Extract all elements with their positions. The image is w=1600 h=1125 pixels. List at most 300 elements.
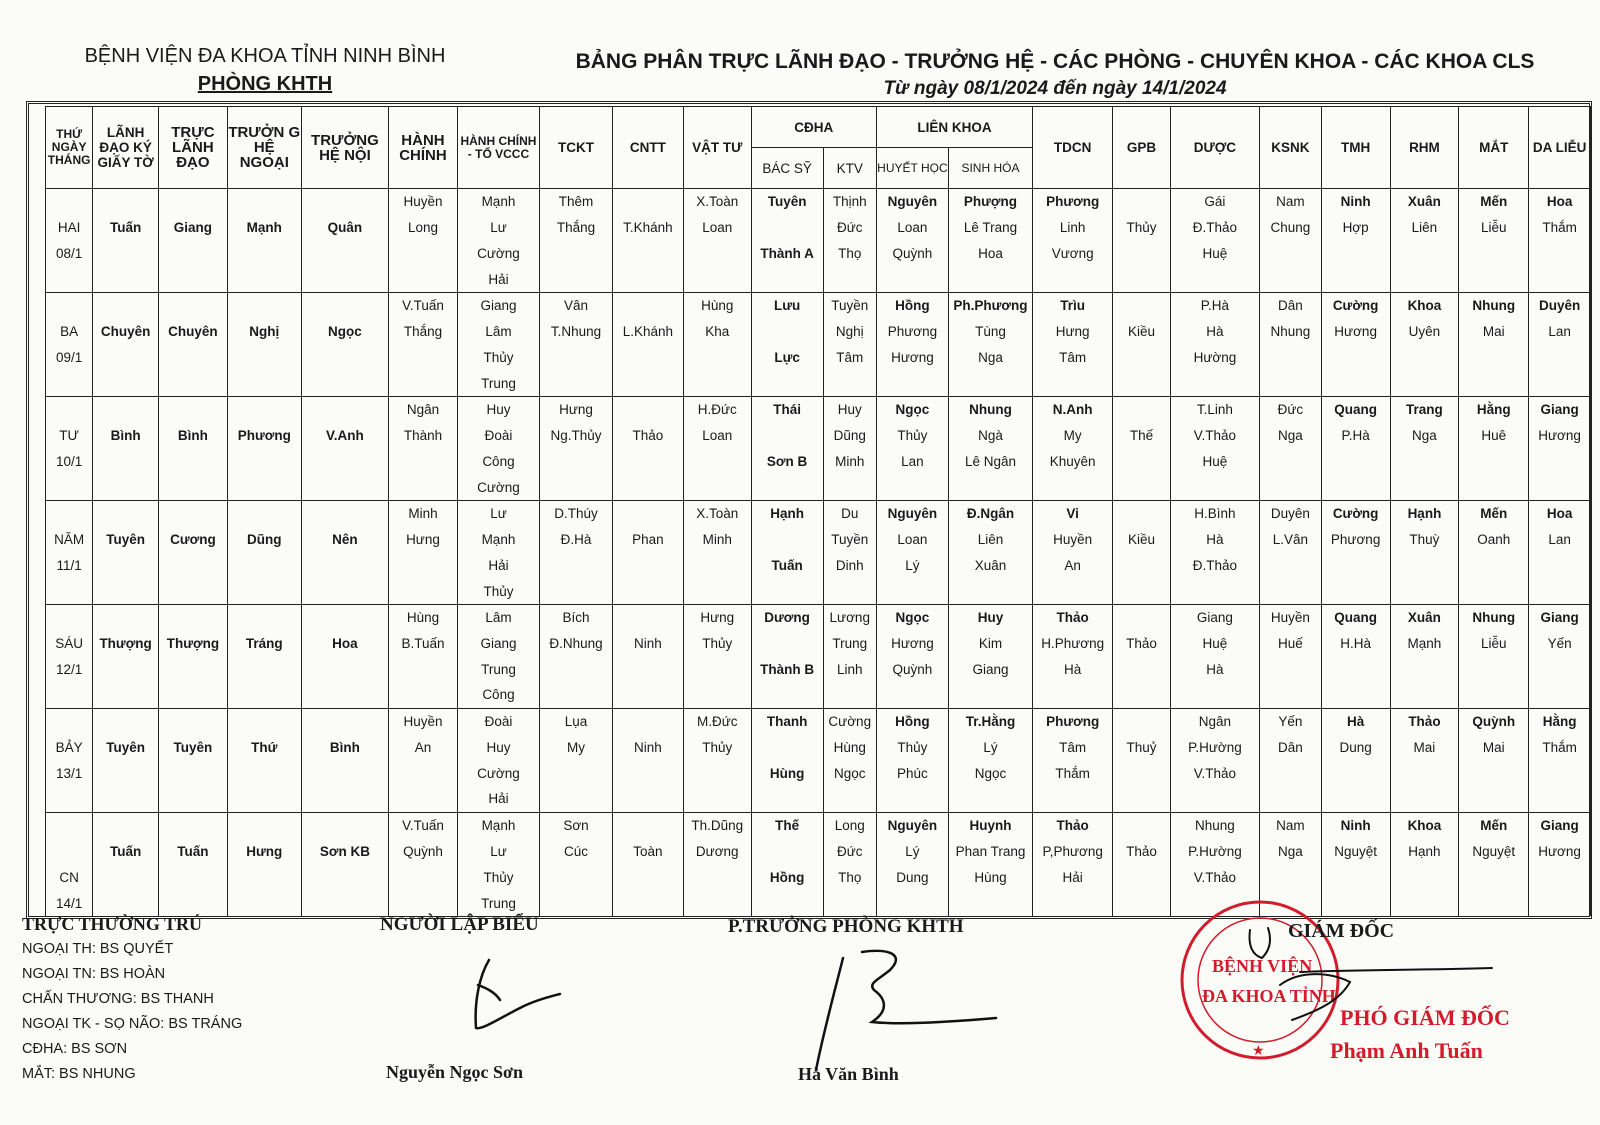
tckt-cell: Hưng xyxy=(540,396,613,422)
biochemistry-cell xyxy=(948,266,1032,292)
hematology-cell: Nguyên xyxy=(876,189,948,215)
surgery-head-cell: Dũng xyxy=(227,527,301,553)
dalieu-cell xyxy=(1529,370,1591,396)
hematology-cell xyxy=(876,786,948,812)
deputy-head-title: P.TRƯỞNG PHÒNG KHTH xyxy=(728,916,964,937)
gpb-cell xyxy=(1113,656,1171,682)
admin-cell: B.Tuấn xyxy=(389,631,458,657)
cdha-doctor-cell: Thành B xyxy=(751,656,823,682)
duoc-cell: Ngân xyxy=(1170,708,1259,734)
rhm-cell xyxy=(1390,890,1459,916)
cntt-cell xyxy=(612,604,683,630)
stamp-line-2: ĐA KHOA TỈNH xyxy=(1202,986,1336,1006)
table-row xyxy=(46,319,1591,345)
dalieu-cell xyxy=(1529,552,1591,578)
medicine-head-cell xyxy=(301,344,388,370)
duoc-cell: T.Linh xyxy=(1170,396,1259,422)
mat-cell: Nhung xyxy=(1459,292,1529,318)
duty-lead-cell xyxy=(158,370,227,396)
admin-cell: Huyền xyxy=(389,708,458,734)
tckt-cell xyxy=(540,552,613,578)
gpb-cell xyxy=(1113,344,1171,370)
date-range: Từ ngày 08/1/2024 đến ngày 14/1/2024 xyxy=(883,78,1227,99)
duoc-cell: P.Hường xyxy=(1170,735,1259,761)
vattu-cell: Loan xyxy=(683,423,751,449)
col-medicine-head: TRƯỞNG HỆ NỘI xyxy=(301,107,388,189)
cdha-doctor-cell: Thành A xyxy=(751,240,823,266)
col-lienkhoa: LIÊN KHOA xyxy=(876,107,1032,148)
medicine-head-cell xyxy=(301,656,388,682)
surgery-head-cell xyxy=(227,344,301,370)
table-row xyxy=(46,890,1591,916)
surgery-head-cell xyxy=(227,370,301,396)
surgery-head-cell xyxy=(227,786,301,812)
tmh-cell xyxy=(1321,578,1390,604)
hematology-cell: Quỳnh xyxy=(876,656,948,682)
medicine-head-cell xyxy=(301,448,388,474)
cdha-ktv-cell xyxy=(823,890,876,916)
duoc-cell: Đ.Thảo xyxy=(1170,552,1259,578)
admin-cell xyxy=(389,370,458,396)
cdha-ktv-cell xyxy=(823,370,876,396)
cntt-cell xyxy=(612,448,683,474)
director-title: GIÁM ĐỐC xyxy=(1288,920,1395,942)
duoc-cell: V.Thảo xyxy=(1170,760,1259,786)
hospital-name: BỆNH VIỆN ĐA KHOA TỈNH NINH BÌNH xyxy=(84,45,446,67)
col-dalieu: DA LIỄU xyxy=(1529,107,1591,189)
ksnk-cell: Chung xyxy=(1260,215,1322,241)
table-row xyxy=(46,448,1591,474)
ksnk-cell xyxy=(1260,656,1322,682)
cdha-doctor-cell xyxy=(751,631,823,657)
vattu-cell xyxy=(683,344,751,370)
table-row xyxy=(46,240,1591,266)
ksnk-cell: Nhung xyxy=(1260,319,1322,345)
dalieu-cell xyxy=(1529,474,1591,500)
dalieu-cell: Thắm xyxy=(1529,735,1591,761)
tckt-cell: Bích xyxy=(540,604,613,630)
rhm-cell: Mai xyxy=(1390,735,1459,761)
table-row xyxy=(46,215,1591,241)
tckt-cell xyxy=(540,240,613,266)
admin-cell xyxy=(389,890,458,916)
admin-vccc-cell: Lư xyxy=(457,215,539,241)
tdcn-cell: Khuyên xyxy=(1033,448,1113,474)
admin-vccc-cell: Cường xyxy=(457,240,539,266)
cntt-cell: Thảo xyxy=(612,423,683,449)
vattu-cell: Loan xyxy=(683,215,751,241)
medicine-head-cell xyxy=(301,786,388,812)
tmh-cell: Ninh xyxy=(1321,812,1390,838)
ksnk-cell: Dân xyxy=(1260,735,1322,761)
hematology-cell: Loan xyxy=(876,527,948,553)
cdha-doctor-cell xyxy=(751,423,823,449)
cdha-ktv-cell xyxy=(823,266,876,292)
rhm-cell xyxy=(1390,474,1459,500)
day-label: BA xyxy=(46,319,93,345)
biochemistry-cell: Huynh xyxy=(948,812,1032,838)
surgery-head-cell xyxy=(227,708,301,734)
cdha-doctor-cell xyxy=(751,839,823,865)
dalieu-cell xyxy=(1529,864,1591,890)
hematology-cell xyxy=(876,474,948,500)
table-row xyxy=(46,527,1591,553)
tckt-cell: Cúc xyxy=(540,839,613,865)
cdha-doctor-cell: Sơn B xyxy=(751,448,823,474)
cdha-doctor-cell xyxy=(751,370,823,396)
hematology-cell: Nguyên xyxy=(876,500,948,526)
biochemistry-cell: Ngọc xyxy=(948,760,1032,786)
vattu-cell xyxy=(683,552,751,578)
duoc-cell xyxy=(1170,682,1259,708)
resident-duty-line: MẮT: BS NHUNG xyxy=(22,1066,136,1082)
col-ksnk: KSNK xyxy=(1260,107,1322,189)
surgery-head-cell xyxy=(227,552,301,578)
duoc-cell xyxy=(1170,266,1259,292)
gpb-cell xyxy=(1113,189,1171,215)
admin-vccc-cell: Mạnh xyxy=(457,812,539,838)
department-name: PHÒNG KHTH xyxy=(197,73,333,95)
cdha-doctor-cell xyxy=(751,682,823,708)
tdcn-cell: Thảo xyxy=(1033,604,1113,630)
day-label: 11/1 xyxy=(46,552,93,578)
cntt-cell xyxy=(612,552,683,578)
vattu-cell xyxy=(683,656,751,682)
lead-sign-cell xyxy=(93,812,159,838)
cdha-doctor-cell: Hạnh xyxy=(751,500,823,526)
lead-sign-cell xyxy=(93,344,159,370)
ksnk-cell xyxy=(1260,760,1322,786)
admin-vccc-cell: Trung xyxy=(457,890,539,916)
rhm-cell: Xuân xyxy=(1390,604,1459,630)
table-row xyxy=(46,760,1591,786)
dalieu-cell xyxy=(1529,448,1591,474)
dalieu-cell: Yến xyxy=(1529,631,1591,657)
table-row xyxy=(46,656,1591,682)
cdha-ktv-cell: Thịnh xyxy=(823,189,876,215)
surgery-head-cell xyxy=(227,189,301,215)
mat-cell xyxy=(1459,240,1529,266)
rhm-cell xyxy=(1390,786,1459,812)
dalieu-cell: Hoa xyxy=(1529,500,1591,526)
rhm-cell: Nga xyxy=(1390,423,1459,449)
gpb-cell: Thảo xyxy=(1113,631,1171,657)
mat-cell xyxy=(1459,344,1529,370)
medicine-head-cell xyxy=(301,864,388,890)
dalieu-cell: Hương xyxy=(1529,423,1591,449)
hematology-cell: Lan xyxy=(876,448,948,474)
rhm-cell xyxy=(1390,344,1459,370)
rhm-cell: Uyên xyxy=(1390,319,1459,345)
hematology-cell: Thủy xyxy=(876,423,948,449)
duty-lead-cell: Tuyên xyxy=(158,735,227,761)
lead-sign-cell xyxy=(93,189,159,215)
tdcn-cell: Hải xyxy=(1033,864,1113,890)
admin-cell xyxy=(389,266,458,292)
cntt-cell: Toàn xyxy=(612,839,683,865)
surgery-head-cell xyxy=(227,474,301,500)
tckt-cell xyxy=(540,760,613,786)
admin-vccc-cell: Hải xyxy=(457,266,539,292)
day-label xyxy=(46,604,93,630)
dalieu-cell xyxy=(1529,344,1591,370)
tmh-cell: Quang xyxy=(1321,604,1390,630)
cntt-cell xyxy=(612,266,683,292)
admin-vccc-cell: Lâm xyxy=(457,319,539,345)
tdcn-cell: Tâm xyxy=(1033,344,1113,370)
gpb-cell xyxy=(1113,240,1171,266)
duoc-cell: Huệ xyxy=(1170,631,1259,657)
tdcn-cell: Tâm xyxy=(1033,735,1113,761)
tmh-cell xyxy=(1321,890,1390,916)
ksnk-cell: Yến xyxy=(1260,708,1322,734)
duty-lead-cell xyxy=(158,578,227,604)
cdha-doctor-cell: Thế xyxy=(751,812,823,838)
dalieu-cell xyxy=(1529,786,1591,812)
ksnk-cell xyxy=(1260,786,1322,812)
medicine-head-cell: Quân xyxy=(301,215,388,241)
tdcn-cell: N.Anh xyxy=(1033,396,1113,422)
rhm-cell: Thảo xyxy=(1390,708,1459,734)
ksnk-cell xyxy=(1260,552,1322,578)
cdha-ktv-cell: Thọ xyxy=(823,864,876,890)
ksnk-cell: Nga xyxy=(1260,423,1322,449)
admin-vccc-cell: Giang xyxy=(457,631,539,657)
dalieu-cell: Giang xyxy=(1529,604,1591,630)
rhm-cell xyxy=(1390,682,1459,708)
tmh-cell xyxy=(1321,240,1390,266)
biochemistry-cell: Phan Trang xyxy=(948,839,1032,865)
cdha-ktv-cell: Du xyxy=(823,500,876,526)
hematology-cell xyxy=(876,266,948,292)
tmh-cell xyxy=(1321,682,1390,708)
resident-duty-line: CĐHA: BS SƠN xyxy=(22,1041,128,1057)
col-tckt: TCKT xyxy=(540,107,613,189)
tdcn-cell xyxy=(1033,578,1113,604)
biochemistry-cell xyxy=(948,786,1032,812)
ksnk-cell xyxy=(1260,344,1322,370)
cdha-doctor-cell: Tuyên xyxy=(751,189,823,215)
col-day: THỨ NGÀY THÁNG xyxy=(46,107,93,189)
tmh-cell: Phương xyxy=(1321,527,1390,553)
rhm-cell xyxy=(1390,864,1459,890)
mat-cell xyxy=(1459,786,1529,812)
col-mat: MẮT xyxy=(1459,107,1529,189)
tckt-cell: Thêm xyxy=(540,189,613,215)
admin-cell xyxy=(389,448,458,474)
duoc-cell: Hà xyxy=(1170,527,1259,553)
admin-cell: An xyxy=(389,735,458,761)
gpb-cell: Thảo xyxy=(1113,839,1171,865)
lead-sign-cell xyxy=(93,240,159,266)
cntt-cell xyxy=(612,292,683,318)
duty-lead-cell xyxy=(158,448,227,474)
surgery-head-cell xyxy=(227,682,301,708)
table-row xyxy=(46,864,1591,890)
duty-lead-cell xyxy=(158,760,227,786)
day-label: SÁU xyxy=(46,631,93,657)
cntt-cell xyxy=(612,474,683,500)
gpb-cell xyxy=(1113,760,1171,786)
cntt-cell xyxy=(612,682,683,708)
cdha-ktv-cell: Dũng xyxy=(823,423,876,449)
admin-cell xyxy=(389,474,458,500)
duoc-cell: Hà xyxy=(1170,656,1259,682)
cdha-ktv-cell xyxy=(823,786,876,812)
rhm-cell: Hạnh xyxy=(1390,500,1459,526)
hematology-cell: Hồng xyxy=(876,708,948,734)
gpb-cell xyxy=(1113,448,1171,474)
surgery-head-cell xyxy=(227,292,301,318)
cntt-cell xyxy=(612,370,683,396)
mat-cell: Mến xyxy=(1459,189,1529,215)
admin-cell: Thắng xyxy=(389,319,458,345)
admin-vccc-cell: Cường xyxy=(457,760,539,786)
tmh-cell: Hà xyxy=(1321,708,1390,734)
day-label: 14/1 xyxy=(46,890,93,916)
gpb-cell xyxy=(1113,578,1171,604)
lead-sign-cell: Chuyên xyxy=(93,319,159,345)
lead-sign-cell xyxy=(93,370,159,396)
tmh-cell: Cường xyxy=(1321,292,1390,318)
cntt-cell: Ninh xyxy=(612,735,683,761)
table-row xyxy=(46,344,1591,370)
lead-sign-cell xyxy=(93,396,159,422)
tmh-cell xyxy=(1321,370,1390,396)
duty-lead-cell xyxy=(158,812,227,838)
tdcn-cell xyxy=(1033,474,1113,500)
tmh-cell: Cường xyxy=(1321,500,1390,526)
tdcn-cell xyxy=(1033,890,1113,916)
col-gpb: GPB xyxy=(1113,107,1171,189)
biochemistry-cell: Đ.Ngân xyxy=(948,500,1032,526)
tdcn-cell: Linh xyxy=(1033,215,1113,241)
cdha-ktv-cell: Hùng xyxy=(823,735,876,761)
day-label xyxy=(46,292,93,318)
day-label xyxy=(46,839,93,865)
mat-cell: Liễu xyxy=(1459,631,1529,657)
tmh-cell: H.Hà xyxy=(1321,631,1390,657)
cdha-doctor-cell xyxy=(751,527,823,553)
surgery-head-cell xyxy=(227,500,301,526)
cdha-doctor-cell: Thái xyxy=(751,396,823,422)
duoc-cell xyxy=(1170,370,1259,396)
mat-cell xyxy=(1459,760,1529,786)
tdcn-cell: My xyxy=(1033,423,1113,449)
medicine-head-cell xyxy=(301,760,388,786)
deputy-head-name: Hà Văn Bình xyxy=(798,1064,899,1084)
admin-cell: Hưng xyxy=(389,527,458,553)
tmh-cell xyxy=(1321,656,1390,682)
cdha-doctor-cell xyxy=(751,215,823,241)
resident-duty-line: NGOẠI TN: BS HOÀN xyxy=(22,966,166,982)
tckt-cell: D.Thúy xyxy=(540,500,613,526)
tmh-cell: Nguyệt xyxy=(1321,839,1390,865)
medicine-head-cell xyxy=(301,604,388,630)
day-label xyxy=(46,396,93,422)
cntt-cell: T.Khánh xyxy=(612,215,683,241)
ksnk-cell xyxy=(1260,682,1322,708)
tckt-cell xyxy=(540,786,613,812)
mat-cell xyxy=(1459,370,1529,396)
col-lead-sign: LÃNH ĐẠO KÝ GIẤY TỜ xyxy=(93,107,159,189)
cntt-cell xyxy=(612,760,683,786)
admin-cell xyxy=(389,240,458,266)
ksnk-cell: Huyền xyxy=(1260,604,1322,630)
deputy-director-title: PHÓ GIÁM ĐỐC xyxy=(1340,1005,1510,1030)
duty-lead-cell xyxy=(158,344,227,370)
vattu-cell xyxy=(683,890,751,916)
gpb-cell: Thế xyxy=(1113,423,1171,449)
table-row xyxy=(46,812,1591,838)
mat-cell xyxy=(1459,890,1529,916)
day-label xyxy=(46,786,93,812)
col-tdcn: TDCN xyxy=(1033,107,1113,189)
surgery-head-cell: Nghị xyxy=(227,319,301,345)
medicine-head-cell xyxy=(301,708,388,734)
rhm-cell xyxy=(1390,370,1459,396)
cntt-cell xyxy=(612,500,683,526)
cdha-doctor-cell: Dương xyxy=(751,604,823,630)
duoc-cell: Giang xyxy=(1170,604,1259,630)
gpb-cell: Kiều xyxy=(1113,527,1171,553)
duty-schedule-table xyxy=(45,106,1591,916)
dalieu-cell: Hương xyxy=(1529,839,1591,865)
cdha-ktv-cell: Tâm xyxy=(823,344,876,370)
rhm-cell: Mạnh xyxy=(1390,631,1459,657)
lead-sign-cell xyxy=(93,552,159,578)
hematology-cell: Lý xyxy=(876,552,948,578)
tckt-cell xyxy=(540,864,613,890)
duoc-cell: P.Hà xyxy=(1170,292,1259,318)
duoc-cell: Hường xyxy=(1170,344,1259,370)
medicine-head-cell xyxy=(301,396,388,422)
admin-cell: Ngân xyxy=(389,396,458,422)
dalieu-cell: Giang xyxy=(1529,396,1591,422)
rhm-cell xyxy=(1390,552,1459,578)
schedule-body xyxy=(46,189,1591,917)
biochemistry-cell: Nhung xyxy=(948,396,1032,422)
cdha-doctor-cell xyxy=(751,735,823,761)
gpb-cell xyxy=(1113,708,1171,734)
ksnk-cell: Duyên xyxy=(1260,500,1322,526)
rhm-cell xyxy=(1390,656,1459,682)
tckt-cell xyxy=(540,682,613,708)
cdha-doctor-cell xyxy=(751,266,823,292)
day-label: 08/1 xyxy=(46,240,93,266)
medicine-head-cell xyxy=(301,812,388,838)
cdha-doctor-cell xyxy=(751,319,823,345)
hematology-cell: Dung xyxy=(876,864,948,890)
mat-cell: Oanh xyxy=(1459,527,1529,553)
duty-lead-cell: Cương xyxy=(158,527,227,553)
day-label xyxy=(46,578,93,604)
lead-sign-cell xyxy=(93,266,159,292)
surgery-head-cell: Tráng xyxy=(227,631,301,657)
duty-lead-cell xyxy=(158,656,227,682)
biochemistry-cell: Giang xyxy=(948,656,1032,682)
admin-vccc-cell: Trung xyxy=(457,656,539,682)
ksnk-cell xyxy=(1260,864,1322,890)
ksnk-cell: Nga xyxy=(1260,839,1322,865)
dalieu-cell xyxy=(1529,890,1591,916)
biochemistry-cell: Ngà xyxy=(948,423,1032,449)
dalieu-cell xyxy=(1529,656,1591,682)
hematology-cell: Nguyên xyxy=(876,812,948,838)
mat-cell: Mến xyxy=(1459,500,1529,526)
biochemistry-cell: Tr.Hằng xyxy=(948,708,1032,734)
rhm-cell: Khoa xyxy=(1390,292,1459,318)
